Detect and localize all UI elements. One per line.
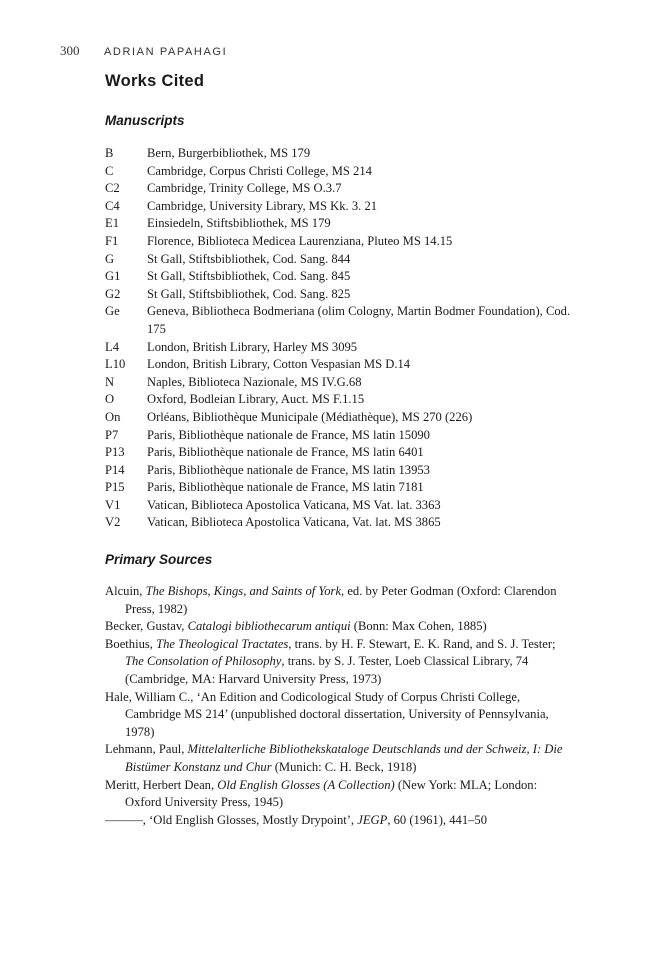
running-head-author: ADRIAN PAPAHAGI [104, 46, 228, 58]
entry-text: ———, ‘Old English Glosses, Mostly Drypoint’, [105, 812, 358, 827]
manuscript-row [105, 356, 575, 374]
manuscript-siglum: V1 [105, 497, 121, 512]
entry-title-italic: Catalogi bibliothecarum antiqui [187, 619, 351, 634]
manuscript-row [105, 514, 575, 532]
entry-title-italic: The Consolation of Philosophy [125, 654, 282, 669]
manuscript-siglum: P14 [105, 462, 125, 477]
manuscript-row [105, 180, 575, 198]
bibliography-entry [105, 618, 575, 636]
bibliography-entry [105, 741, 575, 776]
entry-text: , ed. by Peter Godman (Oxford: Clarendon Press, 1982) [125, 584, 557, 616]
manuscripts-list [105, 145, 575, 532]
manuscript-siglum: C2 [105, 181, 120, 196]
entry-title-italic: JEGP [357, 812, 388, 827]
running-head [60, 43, 227, 59]
entry-text: (Munich: C. H. Beck, 1918) [271, 760, 417, 774]
manuscript-description: Geneva, Bibliotheca Bodmeriana (olim Cologny, Martin Bodmer Foundation), Cod. 175 [147, 304, 571, 336]
manuscript-description: Naples, Biblioteca Nazionale, MS IV.G.68 [147, 374, 362, 389]
manuscript-description: St Gall, Stiftsbibliothek, Cod. Sang. 845 [147, 269, 351, 284]
page-content [105, 72, 575, 829]
manuscript-row [105, 145, 575, 163]
manuscript-siglum: G1 [105, 269, 121, 284]
manuscript-row [105, 251, 575, 269]
bibliography-entry [105, 689, 575, 742]
page-title: Works Cited [105, 72, 205, 90]
manuscript-row [105, 286, 575, 304]
manuscript-siglum: B [105, 146, 114, 160]
manuscript-description: Cambridge, Trinity College, MS O.3.7 [147, 181, 342, 196]
manuscript-description: Florence, Biblioteca Medicea Laurenziana, Pluteo MS 14.15 [147, 233, 453, 248]
manuscript-siglum: N [105, 374, 115, 389]
manuscript-description: Orléans, Bibliothèque Municipale (Médiathèque), MS 270 (226) [147, 409, 473, 424]
manuscripts-heading: Manuscripts [105, 113, 185, 128]
manuscript-description: Vatican, Biblioteca Apostolica Vaticana, MS Vat. lat. 3363 [147, 497, 441, 512]
manuscript-row [105, 479, 575, 497]
manuscript-description: Vatican, Biblioteca Apostolica Vaticana, Vat. lat. MS 3865 [147, 515, 441, 530]
entry-title-italic: Mittelalterliche Bibliothekskataloge Deutschlands und der Schweiz, I: Die Bistümer Konstanz und Chur [125, 742, 563, 774]
manuscript-description: London, British Library, Harley MS 3095 [147, 339, 358, 354]
entry-text: , trans. by S. J. Tester, Loeb Classical Library, 74 (Cambridge, MA: Harvard University Press, 1973) [125, 654, 529, 687]
manuscript-row [105, 427, 575, 445]
manuscript-description: Bern, Burgerbibliothek, MS 179 [147, 146, 311, 160]
manuscript-description: Einsiedeln, Stiftsbibliothek, MS 179 [147, 216, 331, 231]
manuscript-siglum: L4 [105, 339, 119, 354]
manuscript-siglum: C [105, 163, 114, 178]
manuscript-description: Cambridge, Corpus Christi College, MS 214 [147, 163, 372, 178]
manuscript-description: London, British Library, Cotton Vespasian MS D.14 [147, 357, 411, 372]
entry-title-italic: The Theological Tractates [156, 636, 289, 651]
manuscript-siglum: E1 [105, 216, 119, 231]
manuscript-row [105, 268, 575, 286]
primary-sources-list [105, 583, 575, 829]
bibliography-entry [105, 812, 575, 830]
manuscript-row [105, 339, 575, 357]
entry-text: Lehmann, Paul, [105, 742, 188, 757]
manuscript-siglum: L10 [105, 357, 126, 372]
bibliography-entry [105, 583, 575, 618]
manuscript-row [105, 374, 575, 392]
manuscript-row [105, 163, 575, 181]
manuscript-row [105, 444, 575, 462]
manuscript-row [105, 462, 575, 480]
manuscript-siglum: On [105, 409, 121, 424]
manuscript-row [105, 391, 575, 409]
manuscript-row [105, 198, 575, 216]
manuscript-description: Paris, Bibliothèque nationale de France, MS latin 7181 [147, 480, 424, 495]
manuscript-siglum: V2 [105, 515, 121, 530]
entry-text: Becker, Gustav, [105, 619, 188, 634]
manuscript-description: Paris, Bibliothèque nationale de France, MS latin 15090 [147, 427, 430, 442]
manuscript-description: St Gall, Stiftsbibliothek, Cod. Sang. 825 [147, 286, 351, 301]
page-number: 300 [60, 43, 80, 58]
entry-text: Alcuin, [105, 584, 146, 599]
manuscript-siglum: O [105, 392, 115, 407]
manuscript-row [105, 215, 575, 233]
manuscript-siglum: Ge [105, 304, 120, 319]
manuscript-row [105, 497, 575, 515]
bibliography-entry [105, 777, 575, 812]
manuscript-description: Paris, Bibliothèque nationale de France, MS latin 6401 [147, 445, 424, 460]
entry-text: (New York: MLA; London: Oxford University Press, 1945) [125, 777, 538, 810]
manuscript-row [105, 233, 575, 251]
entry-title-italic: Old English Glosses (A Collection) [217, 777, 395, 792]
manuscript-description: Oxford, Bodleian Library, Auct. MS F.1.15 [147, 392, 365, 407]
primary-sources-heading: Primary Sources [105, 552, 213, 568]
manuscript-description: Paris, Bibliothèque nationale de France, MS latin 13953 [147, 462, 430, 477]
manuscript-siglum: P13 [105, 445, 125, 460]
manuscript-siglum: C4 [105, 198, 120, 213]
entry-text: , 60 (1961), 441–50 [387, 812, 488, 827]
bibliography-entry [105, 636, 575, 689]
entry-text: Boethius, [105, 636, 157, 651]
manuscript-siglum: P7 [105, 427, 119, 442]
manuscript-siglum: G [105, 251, 115, 266]
entry-text: (Bonn: Max Cohen, 1885) [350, 619, 487, 634]
entry-text: Meritt, Herbert Dean, [105, 777, 218, 792]
manuscript-row [105, 303, 575, 338]
manuscript-siglum: F1 [105, 233, 119, 248]
manuscript-siglum: P15 [105, 480, 125, 495]
manuscript-description: St Gall, Stiftsbibliothek, Cod. Sang. 844 [147, 251, 351, 266]
manuscript-description: Cambridge, University Library, MS Kk. 3. 21 [147, 198, 378, 213]
entry-title-italic: The Bishops, Kings, and Saints of York [145, 584, 342, 599]
entry-text: , trans. by H. F. Stewart, E. K. Rand, and S. J. Tester; [288, 636, 556, 651]
manuscript-row [105, 409, 575, 427]
entry-text: Hale, William C., ‘An Edition and Codicological Study of Corpus Christi College, Cambridge MS 214’ (unpublished doctoral dissertation, University of Pennsylvania, 1978) [105, 689, 549, 739]
manuscript-siglum: G2 [105, 286, 121, 301]
